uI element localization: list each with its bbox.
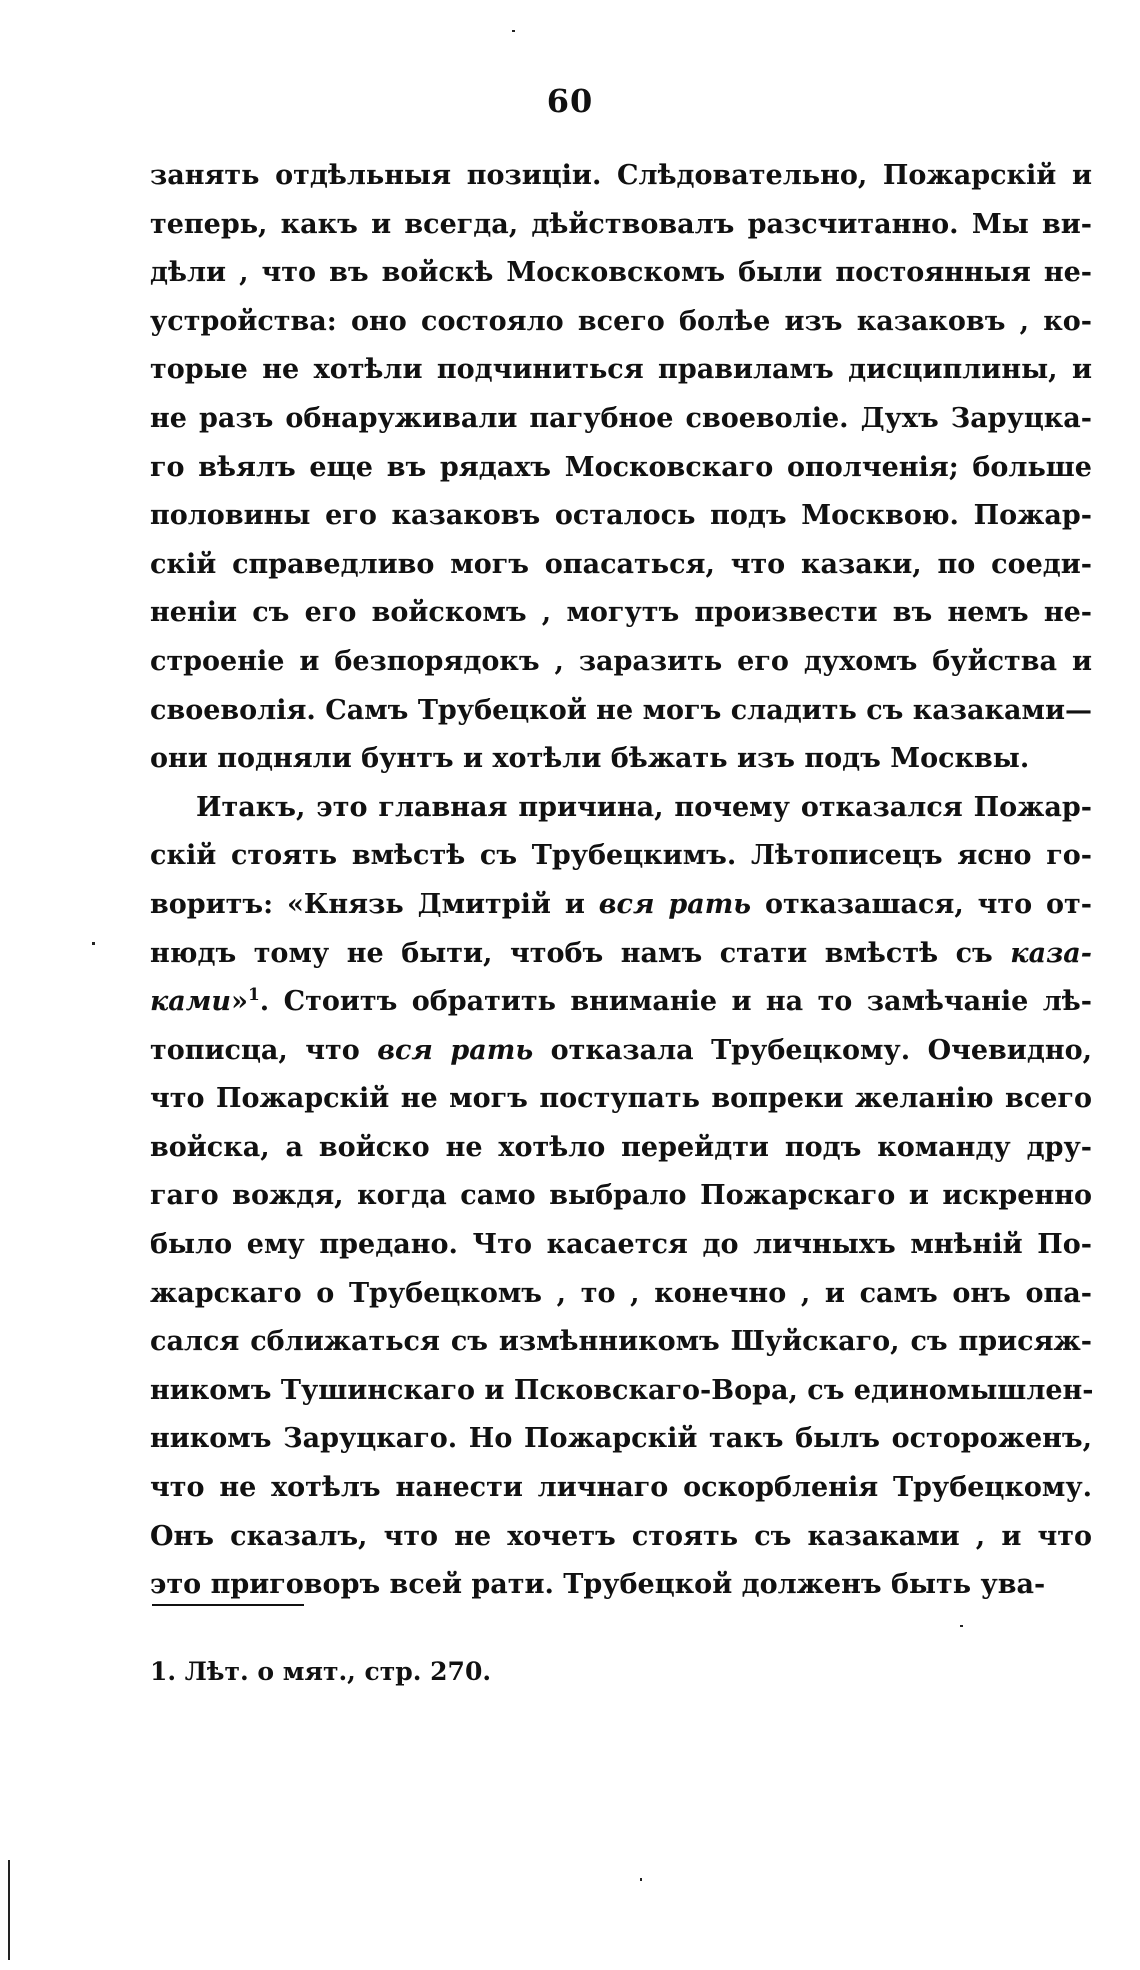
text-line [150, 444, 1092, 493]
text-line [150, 589, 1092, 638]
text-line [150, 1270, 1092, 1319]
text-line [150, 1172, 1092, 1221]
text-run: теперь, какъ и всегда, дѣйствовалъ разсчитанно. Мы ви- [150, 208, 1092, 240]
italic-phrase: ками [150, 986, 232, 1018]
scan-speck [8, 1860, 10, 1960]
text-run: что Пожарскій не могъ поступать вопреки желанію всего [150, 1083, 1092, 1115]
italic-phrase: каза- [1010, 937, 1092, 969]
text-run: строеніе и безпорядокъ , заразить его духомъ буйства и [150, 645, 1092, 677]
text-run: тописца, что [150, 1034, 378, 1066]
scan-speck [640, 1878, 642, 1881]
text-line [150, 735, 1092, 784]
text-line [150, 832, 1092, 881]
text-line [150, 1561, 1092, 1610]
text-line [150, 346, 1092, 395]
text-run: это приговоръ всей рати. Трубецкой долженъ быть ува- [150, 1569, 1046, 1601]
footnote: 1. Лѣт. о мят., стр. 270. [150, 1657, 492, 1686]
text-run: . Стоитъ обратить вниманіе и на то замѣчаніе лѣ- [259, 986, 1092, 1018]
text-line [150, 541, 1092, 590]
text-run: сался сближаться съ измѣнникомъ Шуйскаго, съ присяж- [150, 1326, 1092, 1358]
text-run: го вѣялъ еще въ рядахъ Московскаго ополченія; больше [150, 451, 1092, 483]
text-line [150, 1464, 1092, 1513]
text-line [150, 298, 1092, 347]
text-run: Итакъ, это главная причина, почему отказался Пожар- [196, 791, 1092, 823]
footnote-ref: 1 [247, 985, 260, 1006]
text-line [150, 1367, 1092, 1416]
text-line [150, 201, 1092, 250]
text-run: отказала Трубецкому. Очевидно, [533, 1034, 1092, 1066]
scan-speck [960, 1625, 963, 1627]
text-line [150, 395, 1092, 444]
text-run: никомъ Заруцкаго. Но Пожарскій такъ былъ остороженъ, [150, 1423, 1092, 1455]
text-run: было ему предано. Что касается до личныхъ мнѣній По- [150, 1229, 1092, 1261]
text-line [150, 1221, 1092, 1270]
text-line [150, 1027, 1092, 1076]
text-run: отказашася, что от- [751, 888, 1092, 920]
body-text [150, 152, 1092, 1610]
text-run: жарскаго о Трубецкомъ , то , конечно , и самъ онъ опа- [150, 1277, 1092, 1309]
scan-speck [92, 942, 95, 945]
text-line [150, 152, 1092, 201]
text-line [150, 881, 1092, 930]
text-run: своеволія. Самъ Трубецкой не могъ сладить съ казаками— [150, 694, 1092, 726]
text-run: неніи съ его войскомъ , могутъ произвести въ немъ не- [150, 597, 1092, 629]
text-line [150, 784, 1092, 833]
text-run: занять отдѣльныя позиціи. Слѣдовательно, Пожарскій и [150, 160, 1092, 191]
text-run: скій справедливо могъ опасаться, что казаки, по соеди- [150, 548, 1092, 580]
text-run: воритъ: «Князь Дмитрій и [150, 888, 599, 920]
text-run: половины его казаковъ осталось подъ Москвою. Пожар- [150, 500, 1092, 532]
scan-speck [512, 30, 515, 32]
text-run: скій стоять вмѣстѣ съ Трубецкимъ. Лѣтописецъ ясно го- [150, 840, 1092, 872]
text-line [150, 1318, 1092, 1367]
text-run: Онъ сказалъ, что не хочетъ стоять съ казаками , и что [150, 1520, 1092, 1552]
text-line [150, 1513, 1092, 1562]
text-line [150, 638, 1092, 687]
text-line [150, 1124, 1092, 1173]
text-run: что не хотѣлъ нанести личнаго оскорбленія Трубецкому. [150, 1472, 1092, 1504]
footnote-divider [152, 1604, 304, 1606]
italic-phrase: вся рать [598, 888, 752, 920]
text-run: нюдъ тому не быти, чтобъ намъ стати вмѣстѣ съ [150, 937, 1011, 969]
text-run: торые не хотѣли подчиниться правиламъ дисциплины, и [150, 354, 1092, 386]
text-line [150, 1415, 1092, 1464]
text-run: » [231, 986, 248, 1018]
text-line [150, 687, 1092, 736]
page-number: 60 [546, 82, 594, 120]
text-run: они подняли бунтъ и хотѣли бѣжать изъ подъ Москвы. [150, 743, 1030, 775]
text-run: дѣли , что въ войскѣ Московскомъ были постоянныя не- [150, 257, 1092, 289]
text-run: гаго вождя, когда само выбрало Пожарскаго и искренно [150, 1180, 1092, 1212]
text-line [150, 978, 1092, 1027]
text-run: устройства: оно состояло всего болѣе изъ казаковъ , ко- [150, 305, 1092, 337]
text-run: войска, а войско не хотѣло перейдти подъ команду дру- [150, 1131, 1092, 1163]
text-line [150, 492, 1092, 541]
text-line [150, 1075, 1092, 1124]
text-line [150, 249, 1092, 298]
text-run: никомъ Тушинскаго и Псковскаго-Вора, съ единомышлен- [150, 1374, 1094, 1406]
text-run: не разъ обнаруживали пагубное своеволіе. Духъ Заруцка- [150, 402, 1092, 434]
text-line [150, 930, 1092, 979]
italic-phrase: вся рать [377, 1034, 534, 1066]
